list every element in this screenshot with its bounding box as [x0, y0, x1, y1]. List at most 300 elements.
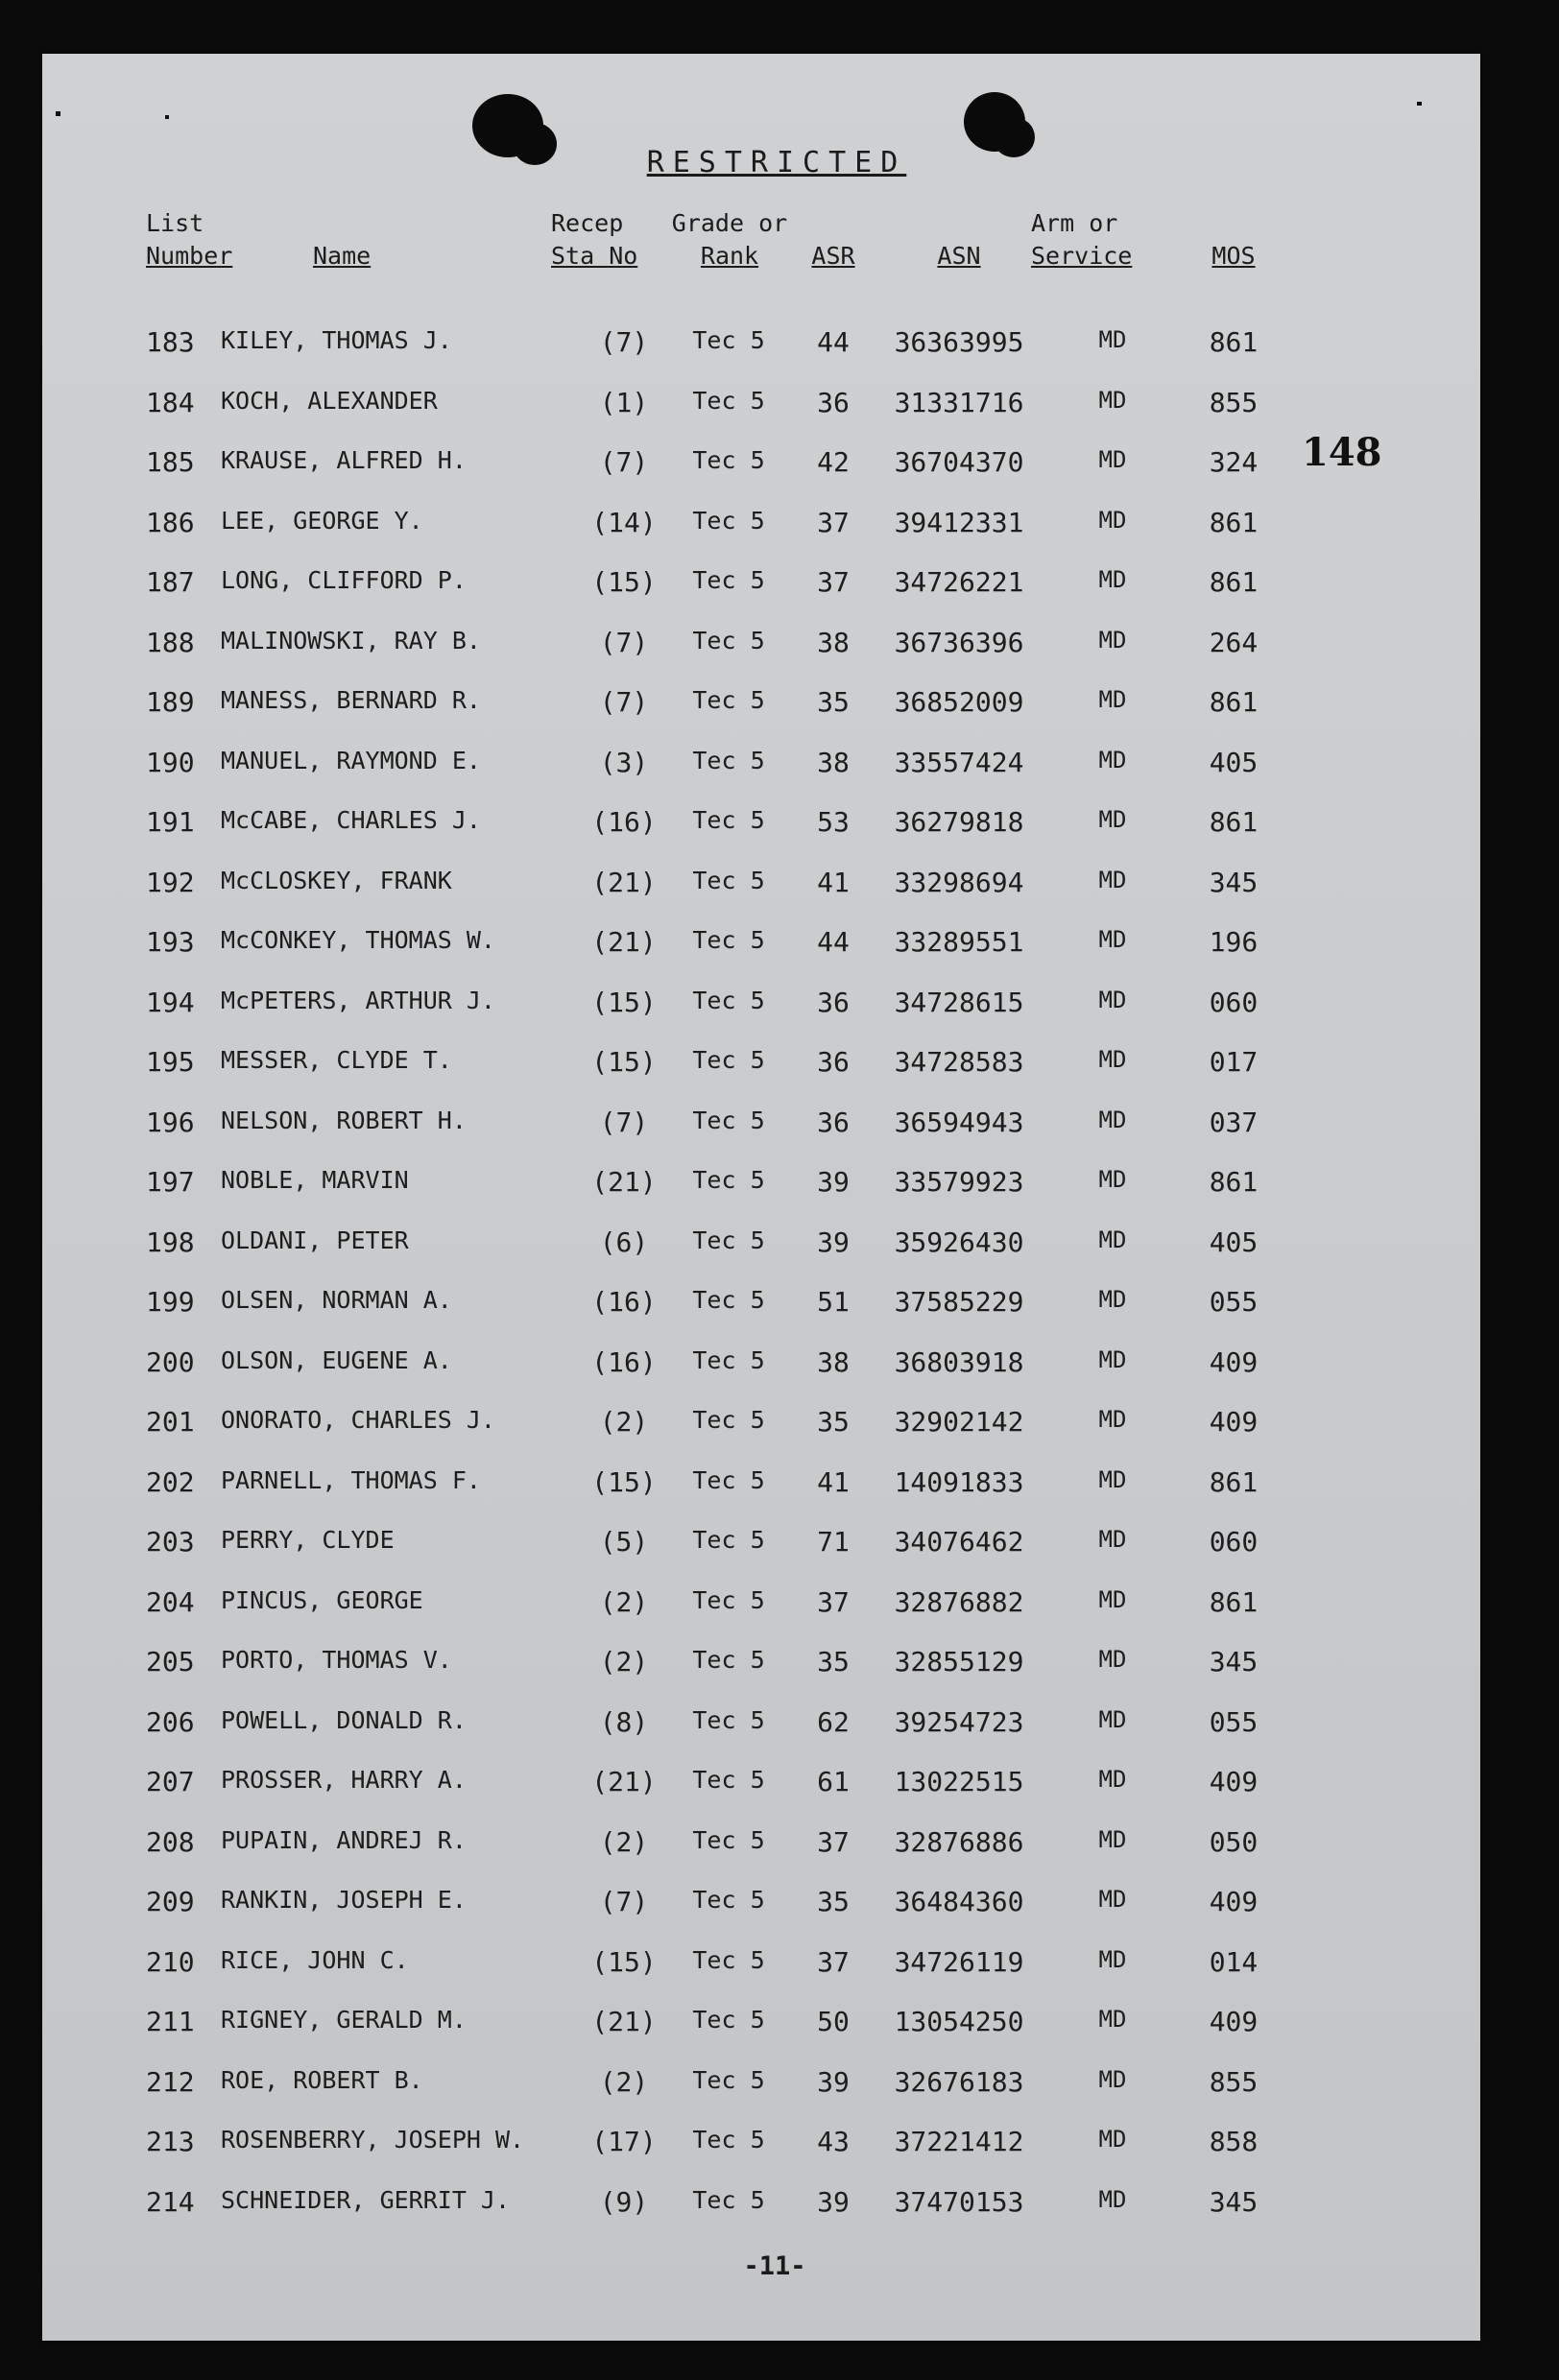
asn-cell: 36594943: [894, 1106, 1024, 1138]
name-cell: MALINOWSKI, RAY B.: [221, 626, 481, 654]
asn-cell: 36803918: [894, 1345, 1024, 1378]
list-number-cell: 206: [146, 1705, 195, 1738]
arm-service-cell: MD: [1098, 2065, 1127, 2093]
header-recep-sta: [551, 207, 637, 273]
table-row: [42, 615, 1480, 676]
recep-station-cell: (2): [599, 2065, 649, 2098]
asr-cell: 38: [817, 1345, 850, 1378]
arm-service-cell: MD: [1098, 1766, 1127, 1793]
arm-service-cell: MD: [1098, 1226, 1127, 1253]
arm-service-cell: MD: [1098, 1886, 1127, 1913]
asr-cell: 37: [817, 566, 850, 598]
grade-cell: Tec 5: [692, 1166, 765, 1194]
grade-cell: Tec 5: [692, 986, 765, 1014]
table-row: [42, 1634, 1480, 1695]
name-cell: PARNELL, THOMAS F.: [221, 1465, 481, 1494]
page-number: -11-: [743, 2251, 806, 2281]
name-cell: McCLOSKEY, FRANK: [221, 866, 452, 894]
arm-service-cell: MD: [1098, 2126, 1127, 2153]
header-mos: [1200, 240, 1267, 273]
table-row: [42, 735, 1480, 796]
mos-cell: 861: [1209, 806, 1259, 838]
recep-station-cell: (2): [599, 1406, 649, 1438]
arm-service-cell: MD: [1098, 1825, 1127, 1853]
recep-station-cell: (1): [599, 386, 649, 418]
table-row: [42, 855, 1480, 916]
asr-cell: 61: [817, 1766, 850, 1797]
list-number-cell: 202: [146, 1465, 195, 1498]
mos-cell: 405: [1209, 1226, 1259, 1258]
recep-station-cell: (21): [591, 1766, 657, 1797]
list-number-cell: 183: [146, 326, 195, 358]
header-list-number: [146, 207, 232, 273]
asn-cell: 34726221: [894, 566, 1024, 598]
list-number-cell: 197: [146, 1166, 195, 1198]
recep-station-cell: (21): [591, 866, 657, 898]
asn-cell: 33289551: [894, 926, 1024, 958]
grade-cell: Tec 5: [692, 1286, 765, 1314]
mos-cell: 409: [1209, 1886, 1259, 1917]
table-row: [42, 315, 1480, 375]
grade-cell: Tec 5: [692, 1226, 765, 1254]
name-cell: KRAUSE, ALFRED H.: [221, 446, 467, 474]
recep-station-cell: (16): [591, 806, 657, 838]
list-number-cell: 204: [146, 1585, 195, 1618]
name-cell: SCHNEIDER, GERRIT J.: [221, 2185, 511, 2214]
header-name-label: Name: [313, 242, 372, 270]
list-number-cell: 194: [146, 986, 195, 1018]
grade-cell: Tec 5: [692, 2006, 765, 2034]
list-number-cell: 192: [146, 866, 195, 898]
name-cell: OLDANI, PETER: [221, 1226, 409, 1254]
grade-cell: Tec 5: [692, 446, 765, 474]
list-number-cell: 198: [146, 1226, 195, 1258]
asr-cell: 35: [817, 686, 850, 718]
header-recep-line2: Sta No: [551, 242, 638, 270]
grade-cell: Tec 5: [692, 2126, 765, 2154]
grade-cell: Tec 5: [692, 1345, 765, 1374]
asr-cell: 42: [817, 446, 850, 478]
mos-cell: 060: [1209, 986, 1259, 1018]
header-recep-line1: Recep: [551, 209, 624, 237]
recep-station-cell: (15): [591, 986, 657, 1018]
name-cell: MANESS, BERNARD R.: [221, 686, 481, 714]
header-asn-label: ASN: [937, 242, 981, 270]
mos-cell: 861: [1209, 506, 1259, 538]
table-row: [42, 795, 1480, 855]
asn-cell: 37585229: [894, 1286, 1024, 1318]
asr-cell: 44: [817, 926, 850, 958]
recep-station-cell: (14): [591, 506, 657, 538]
table-row: [42, 675, 1480, 735]
name-cell: McCONKEY, THOMAS W.: [221, 926, 495, 954]
name-cell: POWELL, DONALD R.: [221, 1705, 467, 1734]
list-number-cell: 207: [146, 1766, 195, 1797]
header-grade: [659, 207, 801, 273]
asr-cell: 53: [817, 806, 850, 838]
grade-cell: Tec 5: [692, 1825, 765, 1854]
asr-cell: 50: [817, 2006, 850, 2037]
asr-cell: 36: [817, 986, 850, 1018]
mos-cell: 861: [1209, 1166, 1259, 1198]
list-number-cell: 188: [146, 626, 195, 658]
list-number-cell: 189: [146, 686, 195, 718]
arm-service-cell: MD: [1098, 1705, 1127, 1733]
asn-cell: 31331716: [894, 386, 1024, 418]
header-arm-line1: Arm or: [1031, 209, 1118, 237]
name-cell: PINCUS, GEORGE: [221, 1585, 423, 1614]
recep-station-cell: (17): [591, 2126, 657, 2157]
recep-station-cell: (6): [599, 1226, 649, 1258]
name-cell: LONG, CLIFFORD P.: [221, 566, 467, 594]
asr-cell: 39: [817, 1226, 850, 1258]
list-number-cell: 211: [146, 2006, 195, 2037]
document-page: [42, 54, 1480, 2341]
name-cell: KILEY, THOMAS J.: [221, 326, 452, 354]
arm-service-cell: MD: [1098, 806, 1127, 833]
asn-cell: 35926430: [894, 1226, 1024, 1258]
asn-cell: 32855129: [894, 1646, 1024, 1678]
header-asn: [877, 240, 1041, 273]
arm-service-cell: MD: [1098, 446, 1127, 473]
recep-station-cell: (16): [591, 1345, 657, 1378]
recep-station-cell: (15): [591, 1945, 657, 1978]
table-row: [42, 1394, 1480, 1455]
arm-service-cell: MD: [1098, 626, 1127, 654]
name-cell: LEE, GEORGE Y.: [221, 506, 423, 535]
name-cell: NOBLE, MARVIN: [221, 1166, 409, 1194]
header-list-line1: List: [146, 209, 204, 237]
header-grade-line2: Rank: [700, 242, 759, 270]
asr-cell: 36: [817, 1106, 850, 1138]
asn-cell: 36363995: [894, 326, 1024, 358]
mos-cell: 324: [1209, 446, 1259, 478]
asr-cell: 71: [817, 1526, 850, 1558]
asn-cell: 32676183: [894, 2065, 1024, 2098]
asr-cell: 37: [817, 506, 850, 538]
grade-cell: Tec 5: [692, 1705, 765, 1734]
asn-cell: 34728615: [894, 986, 1024, 1018]
recep-station-cell: (15): [591, 1046, 657, 1078]
recep-station-cell: (5): [599, 1526, 649, 1558]
list-number-cell: 195: [146, 1046, 195, 1078]
list-number-cell: 193: [146, 926, 195, 958]
arm-service-cell: MD: [1098, 2006, 1127, 2033]
list-number-cell: 184: [146, 386, 195, 418]
recep-station-cell: (9): [599, 2185, 649, 2218]
list-number-cell: 201: [146, 1406, 195, 1438]
asr-cell: 38: [817, 626, 850, 658]
table-row: [42, 1335, 1480, 1395]
mos-cell: 861: [1209, 326, 1259, 358]
asn-cell: 34726119: [894, 1945, 1024, 1978]
mos-cell: 855: [1209, 2065, 1259, 2098]
grade-cell: Tec 5: [692, 1646, 765, 1674]
asn-cell: 34728583: [894, 1046, 1024, 1078]
grade-cell: Tec 5: [692, 686, 765, 714]
recep-station-cell: (8): [599, 1705, 649, 1738]
grade-cell: Tec 5: [692, 2065, 765, 2094]
list-number-cell: 196: [146, 1106, 195, 1138]
mos-cell: 050: [1209, 1825, 1259, 1858]
asn-cell: 33557424: [894, 746, 1024, 778]
grade-cell: Tec 5: [692, 1106, 765, 1134]
table-row: [42, 555, 1480, 615]
list-number-cell: 209: [146, 1886, 195, 1917]
arm-service-cell: MD: [1098, 1286, 1127, 1313]
table-row: [42, 2114, 1480, 2175]
recep-station-cell: (2): [599, 1585, 649, 1618]
name-cell: KOCH, ALEXANDER: [221, 386, 438, 415]
name-cell: PUPAIN, ANDREJ R.: [221, 1825, 467, 1854]
speck: [56, 111, 60, 116]
table-row: [42, 975, 1480, 1035]
mos-cell: 017: [1209, 1046, 1259, 1078]
recep-station-cell: (7): [599, 686, 649, 718]
grade-cell: Tec 5: [692, 566, 765, 594]
grade-cell: Tec 5: [692, 866, 765, 894]
asr-cell: 39: [817, 1166, 850, 1198]
grade-cell: Tec 5: [692, 1406, 765, 1434]
recep-station-cell: (7): [599, 446, 649, 478]
header-asr-label: ASR: [811, 242, 855, 270]
recep-station-cell: (2): [599, 1646, 649, 1678]
list-number-cell: 187: [146, 566, 195, 598]
name-cell: PROSSER, HARRY A.: [221, 1766, 467, 1794]
header-arm: [1031, 207, 1132, 273]
mos-cell: 861: [1209, 566, 1259, 598]
table-row: [42, 1695, 1480, 1755]
asn-cell: 32876882: [894, 1585, 1024, 1618]
table-row: [42, 1154, 1480, 1215]
asn-cell: 34076462: [894, 1526, 1024, 1558]
mos-cell: 409: [1209, 1345, 1259, 1378]
arm-service-cell: MD: [1098, 866, 1127, 893]
grade-cell: Tec 5: [692, 386, 765, 415]
recep-station-cell: (3): [599, 746, 649, 778]
list-number-cell: 203: [146, 1526, 195, 1558]
mos-cell: 858: [1209, 2126, 1259, 2157]
mos-cell: 409: [1209, 1406, 1259, 1438]
name-cell: OLSEN, NORMAN A.: [221, 1286, 452, 1314]
table-row: [42, 915, 1480, 975]
list-number-cell: 213: [146, 2126, 195, 2157]
arm-service-cell: MD: [1098, 1646, 1127, 1673]
list-number-cell: 185: [146, 446, 195, 478]
arm-service-cell: MD: [1098, 1345, 1127, 1373]
asr-cell: 37: [817, 1585, 850, 1618]
document-title: RESTRICTED: [646, 146, 907, 179]
recep-station-cell: (21): [591, 2006, 657, 2037]
asr-cell: 37: [817, 1825, 850, 1858]
arm-service-cell: MD: [1098, 1585, 1127, 1613]
arm-service-cell: MD: [1098, 1406, 1127, 1433]
asn-cell: 32876886: [894, 1825, 1024, 1858]
header-list-line2: Number: [146, 242, 233, 270]
table-row: [42, 1754, 1480, 1815]
grade-cell: Tec 5: [692, 1046, 765, 1074]
asn-cell: 13022515: [894, 1766, 1024, 1797]
grade-cell: Tec 5: [692, 1945, 765, 1974]
grade-cell: Tec 5: [692, 1465, 765, 1494]
name-cell: RIGNEY, GERALD M.: [221, 2006, 467, 2034]
mos-cell: 014: [1209, 1945, 1259, 1978]
arm-service-cell: MD: [1098, 986, 1127, 1013]
personnel-table: [42, 315, 1480, 2234]
table-row: [42, 1935, 1480, 1995]
table-row: [42, 1095, 1480, 1155]
grade-cell: Tec 5: [692, 746, 765, 774]
asr-cell: 36: [817, 1046, 850, 1078]
arm-service-cell: MD: [1098, 1465, 1127, 1493]
asr-cell: 39: [817, 2065, 850, 2098]
table-row: [42, 495, 1480, 556]
arm-service-cell: MD: [1098, 1046, 1127, 1073]
table-row: [42, 1035, 1480, 1095]
mos-cell: 409: [1209, 1766, 1259, 1797]
arm-service-cell: MD: [1098, 506, 1127, 534]
recep-station-cell: (21): [591, 926, 657, 958]
name-cell: ROSENBERRY, JOSEPH W.: [221, 2126, 525, 2154]
asr-cell: 35: [817, 1646, 850, 1678]
asr-cell: 36: [817, 386, 850, 418]
name-cell: McPETERS, ARTHUR J.: [221, 986, 495, 1014]
recep-station-cell: (7): [599, 626, 649, 658]
mos-cell: 037: [1209, 1106, 1259, 1138]
list-number-cell: 191: [146, 806, 195, 838]
asr-cell: 41: [817, 1465, 850, 1498]
arm-service-cell: MD: [1098, 926, 1127, 953]
asn-cell: 14091833: [894, 1465, 1024, 1498]
mos-cell: 055: [1209, 1705, 1259, 1738]
name-cell: NELSON, ROBERT H.: [221, 1106, 467, 1134]
table-row: [42, 1514, 1480, 1575]
name-cell: PORTO, THOMAS V.: [221, 1646, 452, 1674]
arm-service-cell: MD: [1098, 1526, 1127, 1553]
mos-cell: 345: [1209, 2185, 1259, 2218]
list-number-cell: 208: [146, 1825, 195, 1858]
asn-cell: 33579923: [894, 1166, 1024, 1198]
grade-cell: Tec 5: [692, 1886, 765, 1914]
table-row: [42, 1575, 1480, 1635]
name-cell: ROE, ROBERT B.: [221, 2065, 423, 2094]
list-number-cell: 199: [146, 1286, 195, 1318]
name-cell: RICE, JOHN C.: [221, 1945, 409, 1974]
name-cell: RANKIN, JOSEPH E.: [221, 1886, 467, 1914]
arm-service-cell: MD: [1098, 1166, 1127, 1193]
asr-cell: 62: [817, 1705, 850, 1738]
name-cell: ONORATO, CHARLES J.: [221, 1406, 495, 1434]
list-number-cell: 200: [146, 1345, 195, 1378]
asn-cell: 39412331: [894, 506, 1024, 538]
asn-cell: 13054250: [894, 2006, 1024, 2037]
header-arm-line2: Service: [1031, 242, 1133, 270]
asn-cell: 36852009: [894, 686, 1024, 718]
grade-cell: Tec 5: [692, 2185, 765, 2214]
table-row: [42, 1274, 1480, 1335]
recep-station-cell: (15): [591, 566, 657, 598]
asn-cell: 37221412: [894, 2126, 1024, 2157]
list-number-cell: 210: [146, 1945, 195, 1978]
recep-station-cell: (16): [591, 1286, 657, 1318]
table-row: [42, 1455, 1480, 1515]
grade-cell: Tec 5: [692, 806, 765, 834]
asr-cell: 35: [817, 1886, 850, 1917]
asr-cell: 38: [817, 746, 850, 778]
grade-cell: Tec 5: [692, 506, 765, 535]
recep-station-cell: (7): [599, 1886, 649, 1917]
asn-cell: 33298694: [894, 866, 1024, 898]
table-row: [42, 2055, 1480, 2115]
list-number-cell: 190: [146, 746, 195, 778]
asn-cell: 39254723: [894, 1705, 1024, 1738]
speck: [165, 115, 169, 119]
mos-cell: 855: [1209, 386, 1259, 418]
mos-cell: 861: [1209, 1465, 1259, 1498]
asr-cell: 41: [817, 866, 850, 898]
asn-cell: 32902142: [894, 1406, 1024, 1438]
stamp-number: 148: [1302, 430, 1382, 475]
asr-cell: 44: [817, 326, 850, 358]
mos-cell: 405: [1209, 746, 1259, 778]
name-cell: PERRY, CLYDE: [221, 1526, 395, 1554]
recep-station-cell: (21): [591, 1166, 657, 1198]
grade-cell: Tec 5: [692, 626, 765, 654]
arm-service-cell: MD: [1098, 566, 1127, 593]
arm-service-cell: MD: [1098, 1945, 1127, 1973]
mos-cell: 861: [1209, 1585, 1259, 1618]
grade-cell: Tec 5: [692, 1526, 765, 1554]
list-number-cell: 186: [146, 506, 195, 538]
grade-cell: Tec 5: [692, 1585, 765, 1614]
asn-cell: 36736396: [894, 626, 1024, 658]
list-number-cell: 212: [146, 2065, 195, 2098]
arm-service-cell: MD: [1098, 1106, 1127, 1133]
mos-cell: 196: [1209, 926, 1259, 958]
asr-cell: 35: [817, 1406, 850, 1438]
asn-cell: 36279818: [894, 806, 1024, 838]
list-number-cell: 205: [146, 1646, 195, 1678]
mos-cell: 861: [1209, 686, 1259, 718]
mos-cell: 055: [1209, 1286, 1259, 1318]
grade-cell: Tec 5: [692, 1766, 765, 1794]
arm-service-cell: MD: [1098, 746, 1127, 774]
asr-cell: 51: [817, 1286, 850, 1318]
recep-station-cell: (2): [599, 1825, 649, 1858]
recep-station-cell: (7): [599, 326, 649, 358]
name-cell: OLSON, EUGENE A.: [221, 1345, 452, 1374]
arm-service-cell: MD: [1098, 386, 1127, 414]
table-row: [42, 1874, 1480, 1935]
asr-cell: 37: [817, 1945, 850, 1978]
mos-cell: 345: [1209, 1646, 1259, 1678]
table-row: [42, 1994, 1480, 2055]
mos-cell: 409: [1209, 2006, 1259, 2037]
recep-station-cell: (7): [599, 1106, 649, 1138]
asn-cell: 36484360: [894, 1886, 1024, 1917]
arm-service-cell: MD: [1098, 686, 1127, 713]
asn-cell: 37470153: [894, 2185, 1024, 2218]
grade-cell: Tec 5: [692, 326, 765, 354]
arm-service-cell: MD: [1098, 2185, 1127, 2213]
table-row: [42, 375, 1480, 436]
name-cell: McCABE, CHARLES J.: [221, 806, 481, 834]
mos-cell: 345: [1209, 866, 1259, 898]
asn-cell: 36704370: [894, 446, 1024, 478]
arm-service-cell: MD: [1098, 326, 1127, 353]
table-row: [42, 2175, 1480, 2235]
table-row: [42, 1215, 1480, 1275]
